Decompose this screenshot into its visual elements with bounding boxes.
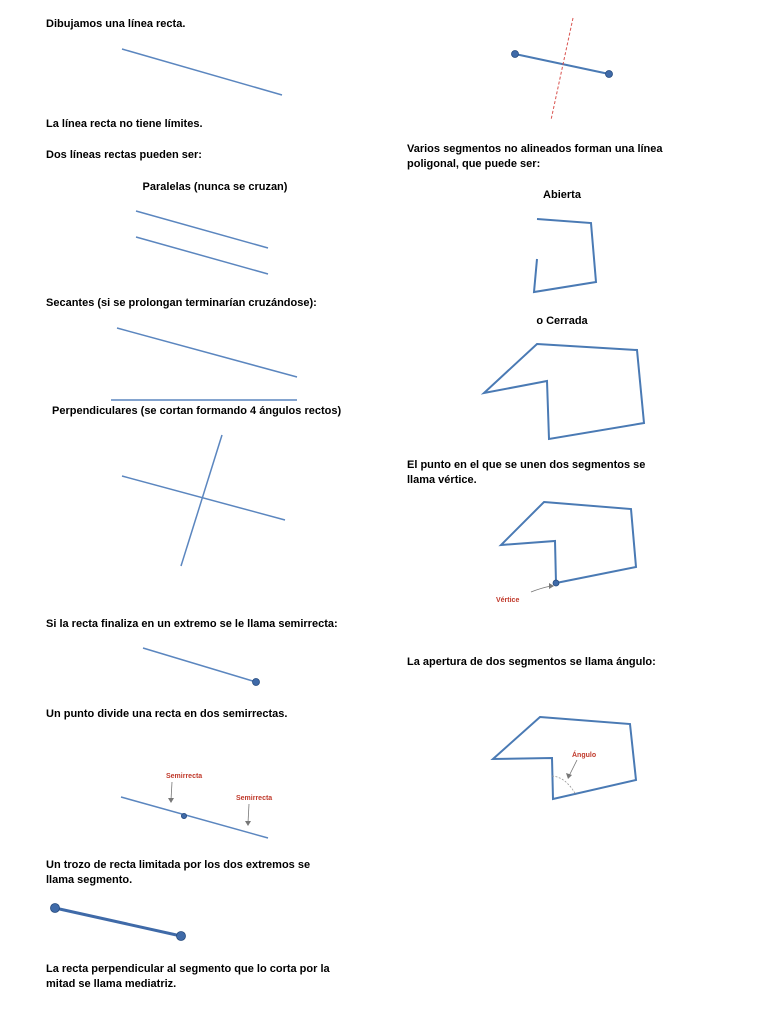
- open-polyline: [534, 219, 596, 292]
- ray-endpoint: [253, 679, 260, 686]
- text-mediatriz-1: La recta perpendicular al segmento que lo corta por la: [46, 963, 330, 975]
- text-mediatriz-2: mitad se llama mediatriz.: [46, 978, 177, 990]
- vertex-polyline: [501, 502, 636, 583]
- angle-polyline: [493, 717, 636, 799]
- secant-line-1: [117, 328, 297, 377]
- text-abierta: Abierta: [543, 189, 581, 201]
- arrowhead-semirrecta-2: [245, 821, 251, 826]
- mediatriz-endpoint-1: [512, 51, 519, 58]
- segment-endpoint-1: [51, 904, 60, 913]
- arrowhead-angulo: [566, 773, 572, 779]
- segment-endpoint-2: [177, 932, 186, 941]
- text-angulo: La apertura de dos segmentos se llama ángulo:: [407, 656, 656, 668]
- text-punto-divide: Un punto divide una recta en dos semirrectas.: [46, 708, 288, 720]
- closed-polyline: [484, 344, 644, 439]
- text-poligonal-1: Varios segmentos no alineados forman una línea: [407, 143, 663, 155]
- perpendicular-line-2: [181, 435, 222, 566]
- vertex-point: [553, 580, 559, 586]
- straight-line: [122, 49, 282, 95]
- arrow-semirrecta-1: [171, 782, 172, 800]
- text-perpendiculares: Perpendiculares (se cortan formando 4 ángulos rectos): [52, 405, 342, 417]
- arrow-semirrecta-2: [248, 804, 249, 823]
- label-semirrecta-1: Semirrecta: [166, 773, 203, 780]
- text-paralelas: Paralelas (nunca se cruzan): [142, 181, 288, 193]
- text-secantes: Secantes (si se prolongan terminarían cruzándose):: [46, 297, 317, 309]
- parallel-line-2: [136, 237, 268, 274]
- segment-line: [55, 908, 181, 936]
- mediatriz-endpoint-2: [606, 71, 613, 78]
- text-sin-limites: La línea recta no tiene límites.: [46, 118, 203, 130]
- text-semirrecta: Si la recta finaliza en un extremo se le llama semirrecta:: [46, 618, 338, 630]
- parallel-line-1: [136, 211, 268, 248]
- ray-line: [143, 648, 256, 682]
- arrow-angulo: [569, 760, 577, 776]
- mediatriz-segment: [515, 54, 609, 74]
- divided-line: [121, 797, 268, 838]
- text-cerrada: o Cerrada: [536, 315, 588, 327]
- text-dibujamos: Dibujamos una línea recta.: [46, 18, 186, 30]
- text-dos-lineas: Dos líneas rectas pueden ser:: [46, 149, 202, 161]
- label-angulo: Ángulo: [572, 752, 597, 759]
- arrowhead-semirrecta-1: [168, 798, 174, 803]
- text-vertice-1: El punto en el que se unen dos segmentos se: [407, 459, 646, 471]
- angle-arc: [552, 776, 576, 795]
- text-poligonal-2: poligonal, que puede ser:: [407, 158, 541, 170]
- text-segmento-2: llama segmento.: [46, 874, 133, 886]
- text-segmento-1: Un trozo de recta limitada por los dos extremos se: [46, 859, 311, 871]
- arrow-vertice: [531, 586, 551, 592]
- mediatriz-line: [551, 18, 573, 120]
- arrowhead-vertice: [549, 583, 554, 589]
- label-semirrecta-2: Semirrecta: [236, 795, 273, 802]
- label-vertice: Vértice: [496, 597, 520, 604]
- perpendicular-line-1: [122, 476, 285, 520]
- dividing-point: [181, 813, 186, 818]
- text-vertice-2: llama vértice.: [407, 474, 477, 486]
